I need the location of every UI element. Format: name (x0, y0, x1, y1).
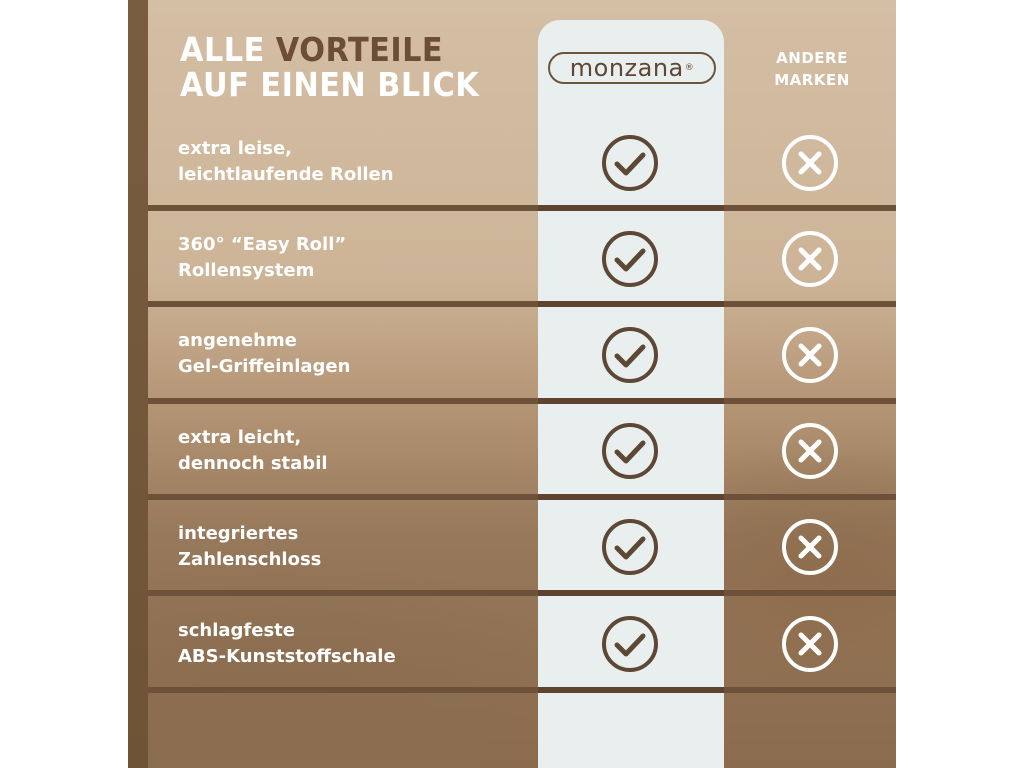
feature-label-line2: Zahlenschloss (178, 549, 322, 570)
feature-label-line1: extra leise, (178, 138, 293, 159)
feature-label-line2: Gel-Griffeinlagen (178, 356, 351, 377)
row-divider-brand-segment (538, 590, 724, 596)
cross-icon (780, 517, 840, 577)
row-divider-brand-segment (538, 301, 724, 307)
registered-mark: ® (684, 63, 695, 73)
title-line2: AUF EINEN BLICK (180, 65, 480, 104)
cross-icon (780, 325, 840, 385)
feature-label (178, 618, 518, 670)
feature-label-line1: angenehme (178, 330, 297, 351)
cross-icon (780, 229, 840, 289)
cross-icon (780, 421, 840, 481)
feature-label-line2: dennoch stabil (178, 453, 328, 474)
other-brands-header-line2: MARKEN (774, 71, 850, 89)
check-icon (600, 421, 660, 481)
feature-label (178, 328, 518, 380)
feature-label-line1: 360° “Easy Roll” (178, 234, 347, 255)
cross-icon (780, 133, 840, 193)
row-divider-brand-segment (538, 398, 724, 404)
feature-label (178, 232, 518, 284)
title-line1-accent: VORTEILE (275, 30, 444, 69)
check-icon (600, 325, 660, 385)
row-divider-brand-segment (538, 687, 724, 693)
other-brands-header (732, 47, 892, 91)
title-line1-white: ALLE (180, 30, 276, 69)
feature-label-line2: ABS-Kunststoffschale (178, 646, 396, 667)
row-divider (148, 687, 896, 693)
check-icon (600, 517, 660, 577)
feature-label (178, 425, 518, 477)
feature-label-line1: integriertes (178, 523, 299, 544)
left-accent-bar (128, 0, 148, 768)
row-divider (148, 205, 896, 211)
row-divider (148, 494, 896, 500)
feature-label-line1: schlagfeste (178, 620, 295, 641)
feature-label-line2: leichtlaufende Rollen (178, 164, 394, 185)
brand-logo-text: monzana (569, 54, 684, 82)
cross-icon (780, 614, 840, 674)
feature-label-line1: extra leicht, (178, 427, 302, 448)
page-title (180, 32, 479, 102)
row-divider (148, 590, 896, 596)
feature-label (178, 136, 518, 188)
other-brands-header-line1: ANDERE (776, 49, 848, 67)
check-icon (600, 614, 660, 674)
row-divider-brand-segment (538, 205, 724, 211)
comparison-panel (128, 0, 896, 768)
brand-logo (548, 52, 716, 84)
check-icon (600, 133, 660, 193)
feature-label (178, 521, 518, 573)
row-divider (148, 301, 896, 307)
feature-label-line2: Rollensystem (178, 260, 315, 281)
check-icon (600, 229, 660, 289)
row-divider-brand-segment (538, 494, 724, 500)
row-divider (148, 398, 896, 404)
